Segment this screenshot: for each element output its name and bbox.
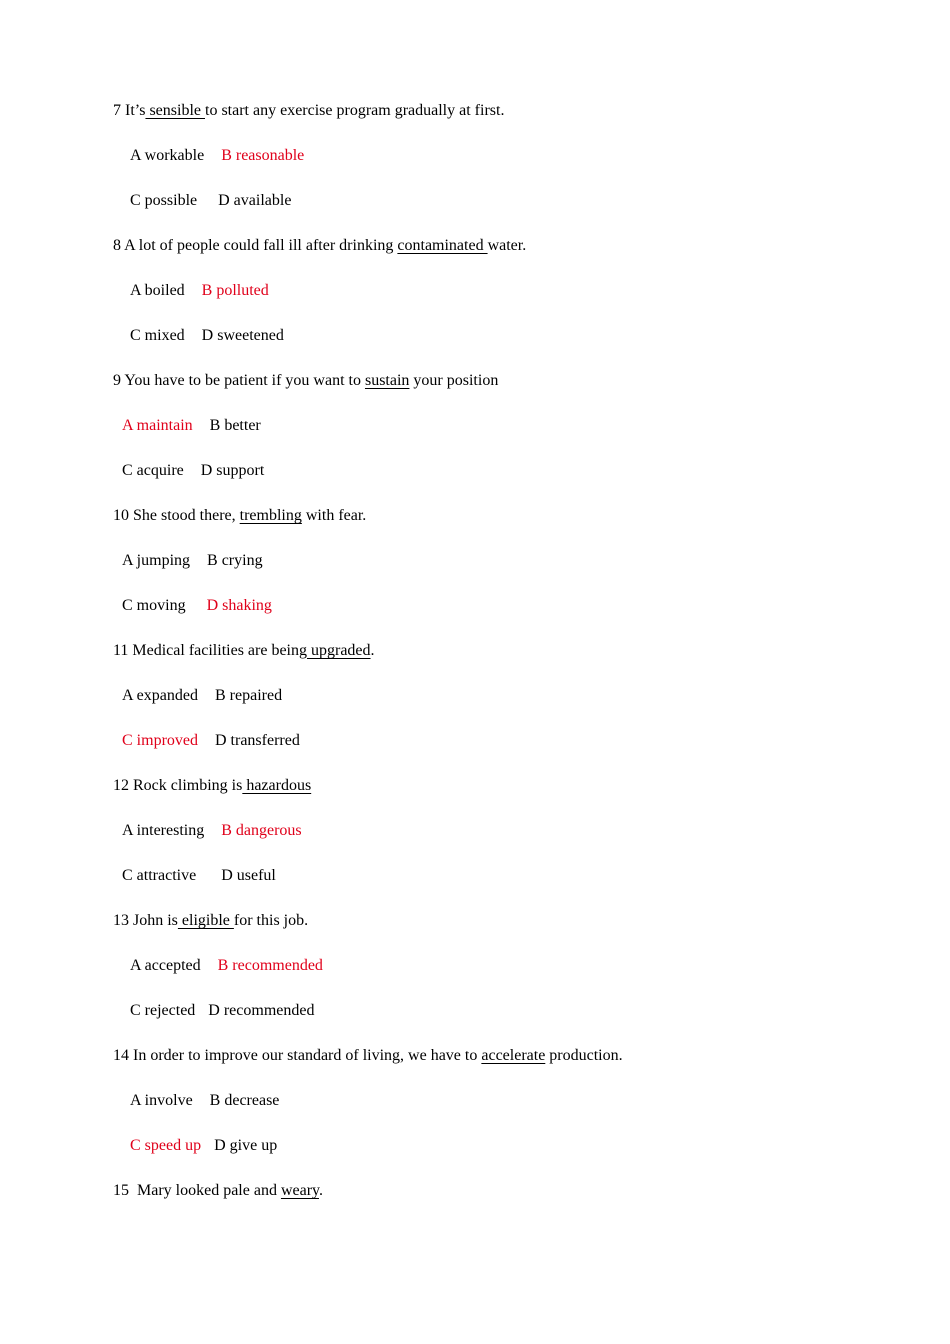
options-row <box>122 461 264 481</box>
options-row <box>122 686 282 706</box>
question-9 <box>113 371 498 391</box>
target-word: hazardous <box>242 777 312 794</box>
target-word: sensible <box>145 102 205 119</box>
options-row <box>130 1136 277 1156</box>
question-stem: 15 Mary looked pale and <box>113 1182 281 1199</box>
option-c-correct: C speed up <box>130 1137 202 1154</box>
question-stem: 10 She stood there, <box>113 507 240 524</box>
options-row <box>130 1001 314 1021</box>
options-row <box>130 1091 279 1111</box>
target-word: weary <box>280 1182 319 1199</box>
question-8 <box>113 236 526 256</box>
option-c-correct: C improved <box>122 732 198 749</box>
question-stem-end: for this job. <box>233 912 309 929</box>
options-row <box>122 551 263 571</box>
option-a: A expanded <box>122 687 198 704</box>
options-row <box>130 146 304 166</box>
option-b: B decrease <box>209 1092 280 1109</box>
option-d: D available <box>218 192 292 209</box>
options-row <box>122 731 300 751</box>
question-12 <box>113 776 311 796</box>
question-11 <box>113 641 375 661</box>
question-stem: 13 John is <box>113 912 178 929</box>
option-d: D sweetened <box>201 327 284 344</box>
target-word: contaminated <box>397 237 488 254</box>
option-d: D recommended <box>208 1002 315 1019</box>
option-c: C acquire <box>122 462 184 479</box>
option-a: A involve <box>130 1092 193 1109</box>
target-word: sustain <box>364 372 410 389</box>
option-c: C moving <box>122 597 186 614</box>
options-row <box>130 956 323 976</box>
option-d-correct: D shaking <box>206 597 272 614</box>
option-d: D transferred <box>215 732 300 749</box>
options-row <box>122 866 276 886</box>
option-a: A boiled <box>130 282 185 299</box>
question-14 <box>113 1046 623 1066</box>
target-word: trembling <box>239 507 302 524</box>
option-a: A workable <box>130 147 205 164</box>
question-stem-end: production. <box>545 1047 623 1064</box>
option-b: B repaired <box>214 687 283 704</box>
options-row <box>122 596 272 616</box>
option-a: A jumping <box>122 552 191 569</box>
question-stem: 7 It’s <box>113 102 146 119</box>
question-7 <box>113 101 504 121</box>
question-10 <box>113 506 366 526</box>
target-word: accelerate <box>481 1047 546 1064</box>
question-stem-end: to start any exercise program gradually at first. <box>205 102 505 119</box>
option-c: C rejected <box>130 1002 196 1019</box>
target-word: upgraded <box>307 642 371 659</box>
options-row <box>130 326 284 346</box>
option-a-correct: A maintain <box>122 417 193 434</box>
question-stem-end: . <box>319 1182 323 1199</box>
option-c: C possible <box>130 192 198 209</box>
option-b-correct: B dangerous <box>221 822 302 839</box>
option-b: B crying <box>207 552 263 569</box>
option-d: D support <box>200 462 265 479</box>
question-stem: 14 In order to improve our standard of living, we have to <box>113 1047 482 1064</box>
option-b-correct: B reasonable <box>221 147 305 164</box>
question-stem-end: water. <box>487 237 527 254</box>
question-stem: 8 A lot of people could fall ill after drinking <box>113 237 398 254</box>
option-a: A interesting <box>122 822 205 839</box>
question-stem: 12 Rock climbing is <box>113 777 243 794</box>
option-d: D useful <box>221 867 276 884</box>
question-stem-end: . <box>370 642 375 659</box>
option-b: B better <box>209 417 261 434</box>
question-15 <box>113 1181 323 1201</box>
question-13 <box>113 911 308 931</box>
option-d: D give up <box>214 1137 278 1154</box>
option-c: C mixed <box>130 327 185 344</box>
question-stem-end: with fear. <box>301 507 367 524</box>
question-stem: 9 You have to be patient if you want to <box>113 372 365 389</box>
question-stem-end: your position <box>409 372 499 389</box>
options-row <box>130 191 291 211</box>
options-row <box>122 416 261 436</box>
target-word: eligible <box>177 912 234 929</box>
option-b-correct: B recommended <box>217 957 323 974</box>
options-row <box>130 281 269 301</box>
option-a: A accepted <box>130 957 201 974</box>
option-b-correct: B polluted <box>201 282 269 299</box>
option-c: C attractive <box>122 867 197 884</box>
options-row <box>122 821 302 841</box>
question-stem: 11 Medical facilities are being <box>113 642 307 659</box>
